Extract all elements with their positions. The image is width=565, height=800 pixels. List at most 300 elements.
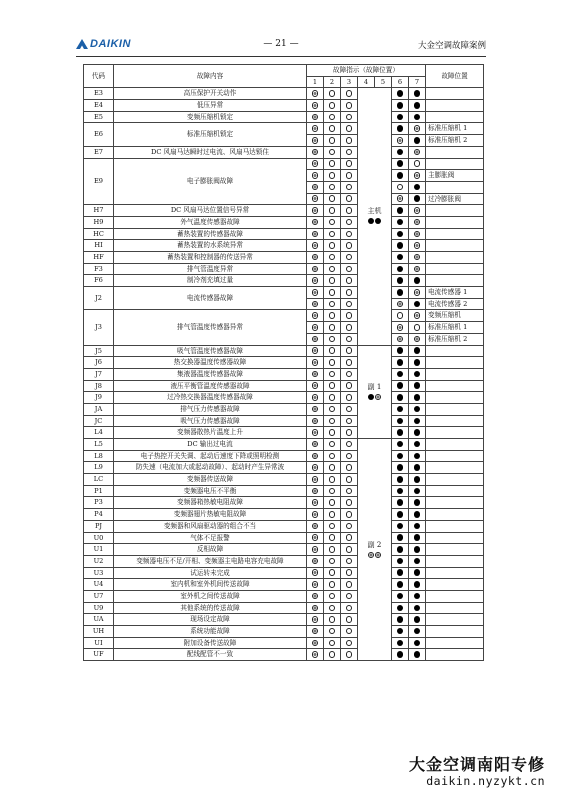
lamp-cell-1 xyxy=(307,637,324,649)
lamp-cell-2 xyxy=(324,439,341,451)
lamp-2-indicator xyxy=(329,90,336,97)
fault-code: L8 xyxy=(84,450,114,462)
lamp-7-indicator xyxy=(414,558,421,565)
lamp-3-indicator xyxy=(346,160,353,167)
lamp-7-indicator xyxy=(414,476,421,483)
lamp-cell-3 xyxy=(341,520,358,532)
lamp-cell-2 xyxy=(324,403,341,415)
lamp-3-indicator xyxy=(346,581,353,588)
fault-code: E4 xyxy=(84,100,114,112)
lamp-3-indicator xyxy=(346,301,353,308)
fault-description: 变频器电压不足/开相、变频器主电路电容充电故障 xyxy=(114,555,307,567)
table-row xyxy=(84,392,484,404)
lamp-number-5: 5 xyxy=(375,76,392,88)
lamp-1-indicator xyxy=(312,523,319,530)
lamp-cell-1 xyxy=(307,462,324,474)
lamp-1-indicator xyxy=(312,464,319,471)
lamp-cell-3 xyxy=(341,544,358,556)
lamp-cell-7 xyxy=(409,228,426,240)
lamp-cell-2 xyxy=(324,462,341,474)
lamp-2-indicator xyxy=(329,418,336,425)
lamp-1-indicator xyxy=(312,137,319,144)
lamp-cell-6 xyxy=(392,287,409,299)
lamp-3-indicator xyxy=(346,651,353,658)
lamp-cell-1 xyxy=(307,567,324,579)
lamp-cell-2 xyxy=(324,532,341,544)
fault-code: U7 xyxy=(84,590,114,602)
lamp-cell-1 xyxy=(307,602,324,614)
lamp-cell-1 xyxy=(307,146,324,158)
lamp-cell-2 xyxy=(324,357,341,369)
fault-code: U1 xyxy=(84,544,114,556)
lamp-cell-2 xyxy=(324,427,341,439)
lamp-3-indicator xyxy=(346,593,353,600)
table-row xyxy=(84,532,484,544)
lamp-6-indicator xyxy=(397,429,404,436)
lamp-cell-6 xyxy=(392,520,409,532)
lamp-1-indicator xyxy=(312,511,319,518)
lamp-2-indicator xyxy=(329,149,336,156)
fault-table-body xyxy=(84,88,484,661)
fault-code: HC xyxy=(84,228,114,240)
lamp-6-indicator xyxy=(397,651,404,658)
fault-code: L4 xyxy=(84,427,114,439)
lamp-cell-7 xyxy=(409,590,426,602)
lamp-cell-6 xyxy=(392,590,409,602)
table-row xyxy=(84,403,484,415)
fault-location xyxy=(426,614,484,626)
lamp-cell-7 xyxy=(409,474,426,486)
lamp-7-indicator xyxy=(414,605,421,612)
lamp-cell-7 xyxy=(409,357,426,369)
fault-location xyxy=(426,357,484,369)
fault-description: 附加设备传送故障 xyxy=(114,637,307,649)
lamp-cell-3 xyxy=(341,368,358,380)
lamp-cell-3 xyxy=(341,509,358,521)
lamp-cell-7 xyxy=(409,380,426,392)
lamp-cell-7 xyxy=(409,287,426,299)
lamp-1-indicator xyxy=(312,160,319,167)
lamp-cell-3 xyxy=(341,345,358,357)
lamp-cell-7 xyxy=(409,333,426,345)
lamp-cell-7 xyxy=(409,579,426,591)
fault-code: HI xyxy=(84,240,114,252)
lamp-cell-2 xyxy=(324,544,341,556)
fault-location xyxy=(426,497,484,509)
fault-description: 变频器散热片温度上升 xyxy=(114,427,307,439)
unit-lamp-4-indicator xyxy=(368,218,374,224)
lamp-1-indicator xyxy=(312,569,319,576)
table-row xyxy=(84,544,484,556)
lamp-7-indicator xyxy=(414,616,421,623)
lamp-3-indicator xyxy=(346,534,353,541)
lamp-7-indicator xyxy=(414,184,421,191)
lamp-cell-1 xyxy=(307,240,324,252)
lamp-cell-6 xyxy=(392,310,409,322)
lamp-cell-7 xyxy=(409,263,426,275)
lamp-cell-1 xyxy=(307,216,324,228)
fault-location xyxy=(426,626,484,638)
fault-location: 过冷膨胀阀 xyxy=(426,193,484,205)
fault-location xyxy=(426,602,484,614)
lamp-1-indicator xyxy=(312,546,319,553)
lamp-cell-3 xyxy=(341,579,358,591)
lamp-3-indicator xyxy=(346,324,353,331)
lamp-1-indicator xyxy=(312,266,319,273)
lamp-7-indicator xyxy=(414,90,421,97)
lamp-cell-7 xyxy=(409,427,426,439)
lamp-cell-7 xyxy=(409,649,426,661)
fault-code: J5 xyxy=(84,345,114,357)
lamp-cell-1 xyxy=(307,322,324,334)
lamp-cell-2 xyxy=(324,100,341,112)
lamp-2-indicator xyxy=(329,406,336,413)
fault-code: JC xyxy=(84,415,114,427)
lamp-2-indicator xyxy=(329,394,336,401)
lamp-2-indicator xyxy=(329,464,336,471)
lamp-cell-2 xyxy=(324,322,341,334)
lamp-cell-2 xyxy=(324,170,341,182)
lamp-7-indicator xyxy=(414,453,421,460)
lamp-cell-7 xyxy=(409,240,426,252)
lamp-cell-1 xyxy=(307,380,324,392)
fault-location xyxy=(426,345,484,357)
lamp-cell-3 xyxy=(341,111,358,123)
fault-location xyxy=(426,181,484,193)
lamp-cell-6 xyxy=(392,322,409,334)
lamp-3-indicator xyxy=(346,172,353,179)
lamp-2-indicator xyxy=(329,523,336,530)
lamp-cell-3 xyxy=(341,322,358,334)
lamp-cell-1 xyxy=(307,403,324,415)
lamp-cell-6 xyxy=(392,181,409,193)
fault-location xyxy=(426,275,484,287)
lamp-2-indicator xyxy=(329,219,336,226)
lamp-cell-3 xyxy=(341,450,358,462)
fault-location xyxy=(426,392,484,404)
lamp-cell-2 xyxy=(324,579,341,591)
lamp-1-indicator xyxy=(312,605,319,612)
table-row xyxy=(84,357,484,369)
lamp-cell-1 xyxy=(307,263,324,275)
lamp-6-indicator xyxy=(397,593,404,600)
lamp-cell-1 xyxy=(307,100,324,112)
lamp-cell-6 xyxy=(392,88,409,100)
footer-title: 大金空调南阳专修 xyxy=(408,755,545,774)
fault-description: 电流传感器故障 xyxy=(114,287,307,310)
lamp-cell-3 xyxy=(341,193,358,205)
lamp-cell-2 xyxy=(324,567,341,579)
lamp-3-indicator xyxy=(346,359,353,366)
lamp-cell-6 xyxy=(392,614,409,626)
lamp-3-indicator xyxy=(346,453,353,460)
lamp-cell-2 xyxy=(324,626,341,638)
lamp-cell-3 xyxy=(341,439,358,451)
lamp-cell-1 xyxy=(307,532,324,544)
lamp-7-indicator xyxy=(414,511,421,518)
lamp-cell-6 xyxy=(392,333,409,345)
lamp-cell-7 xyxy=(409,602,426,614)
fault-code: JA xyxy=(84,403,114,415)
lamp-cell-2 xyxy=(324,368,341,380)
lamp-7-indicator xyxy=(414,394,421,401)
fault-description: DC 输出过电流 xyxy=(114,439,307,451)
lamp-6-indicator xyxy=(397,114,404,121)
fault-code: J9 xyxy=(84,392,114,404)
fault-code: E9 xyxy=(84,158,114,205)
unit-lamp-4-indicator xyxy=(368,552,374,558)
lamp-6-indicator xyxy=(397,301,404,308)
lamp-cell-6 xyxy=(392,427,409,439)
fault-location xyxy=(426,380,484,392)
lamp-7-indicator xyxy=(414,406,421,413)
lamp-3-indicator xyxy=(346,628,353,635)
lamp-cell-1 xyxy=(307,298,324,310)
lamp-cell-7 xyxy=(409,462,426,474)
lamp-cell-7 xyxy=(409,111,426,123)
lamp-cell-2 xyxy=(324,135,341,147)
fault-location xyxy=(426,146,484,158)
brand-name: DAIKIN xyxy=(90,38,131,50)
lamp-3-indicator xyxy=(346,231,353,238)
lamp-3-indicator xyxy=(346,184,353,191)
fault-code: E5 xyxy=(84,111,114,123)
fault-description: 变频压缩机锁定 xyxy=(114,111,307,123)
lamp-3-indicator xyxy=(346,394,353,401)
fault-code: J8 xyxy=(84,380,114,392)
lamp-1-indicator xyxy=(312,406,319,413)
lamp-cell-3 xyxy=(341,462,358,474)
fault-location xyxy=(426,520,484,532)
lamp-cell-3 xyxy=(341,228,358,240)
lamp-cell-2 xyxy=(324,602,341,614)
lamp-cell-2 xyxy=(324,123,341,135)
lamp-6-indicator xyxy=(397,488,404,495)
lamp-cell-3 xyxy=(341,555,358,567)
fault-description: 室内机和室外机间传送故障 xyxy=(114,579,307,591)
lamp-cell-1 xyxy=(307,135,324,147)
table-row xyxy=(84,567,484,579)
table-row xyxy=(84,474,484,486)
fault-location xyxy=(426,252,484,264)
lamp-cell-7 xyxy=(409,135,426,147)
fault-description: 配线配管不一致 xyxy=(114,649,307,661)
fault-location xyxy=(426,88,484,100)
lamp-3-indicator xyxy=(346,640,353,647)
lamp-cell-3 xyxy=(341,427,358,439)
lamp-3-indicator xyxy=(346,558,353,565)
lamp-1-indicator xyxy=(312,628,319,635)
lamp-6-indicator xyxy=(397,242,404,249)
fault-code-table xyxy=(83,64,484,661)
lamp-7-indicator xyxy=(414,464,421,471)
fault-code: HF xyxy=(84,252,114,264)
table-row xyxy=(84,485,484,497)
lamp-cell-6 xyxy=(392,392,409,404)
lamp-6-indicator xyxy=(397,394,404,401)
lamp-cell-2 xyxy=(324,333,341,345)
lamp-6-indicator xyxy=(397,605,404,612)
lamp-cell-7 xyxy=(409,123,426,135)
fault-description: 排气管温度传感器异常 xyxy=(114,310,307,345)
fault-code: H9 xyxy=(84,216,114,228)
lamp-cell-3 xyxy=(341,100,358,112)
page-number: — 21 — xyxy=(263,39,299,49)
lamp-3-indicator xyxy=(346,312,353,319)
lamp-cell-6 xyxy=(392,579,409,591)
lamp-cell-6 xyxy=(392,170,409,182)
lamp-cell-6 xyxy=(392,626,409,638)
table-row xyxy=(84,205,484,217)
lamp-3-indicator xyxy=(346,289,353,296)
lamp-6-indicator xyxy=(397,149,404,156)
fault-code: UF xyxy=(84,649,114,661)
lamp-7-indicator xyxy=(414,137,421,144)
lamp-7-indicator xyxy=(414,231,421,238)
lamp-7-indicator xyxy=(414,371,421,378)
fault-code: E7 xyxy=(84,146,114,158)
lamp-3-indicator xyxy=(346,90,353,97)
lamp-2-indicator xyxy=(329,184,336,191)
fault-location xyxy=(426,532,484,544)
table-row xyxy=(84,555,484,567)
unit-group-lamps xyxy=(368,552,381,558)
fault-location xyxy=(426,579,484,591)
unit-group-label: 副 2 xyxy=(367,540,382,549)
lamp-cell-3 xyxy=(341,403,358,415)
fault-description: 变频器翅片热敏电阻故障 xyxy=(114,509,307,521)
lamp-cell-6 xyxy=(392,567,409,579)
lamp-2-indicator xyxy=(329,324,336,331)
fault-code: UA xyxy=(84,614,114,626)
lamp-2-indicator xyxy=(329,301,336,308)
fault-description: DC 风扇马达位置信号异常 xyxy=(114,205,307,217)
fault-location: 标准压缩机 2 xyxy=(426,135,484,147)
fault-code: J2 xyxy=(84,287,114,310)
lamp-3-indicator xyxy=(346,605,353,612)
lamp-1-indicator xyxy=(312,289,319,296)
fault-location xyxy=(426,415,484,427)
lamp-7-indicator xyxy=(414,195,421,202)
lamp-cell-1 xyxy=(307,205,324,217)
lamp-6-indicator xyxy=(397,172,404,179)
lamp-cell-3 xyxy=(341,298,358,310)
table-row xyxy=(84,415,484,427)
lamp-cell-7 xyxy=(409,88,426,100)
fault-description: 变频器箱热敏电阻故障 xyxy=(114,497,307,509)
lamp-2-indicator xyxy=(329,266,336,273)
lamp-6-indicator xyxy=(397,289,404,296)
lamp-cell-2 xyxy=(324,240,341,252)
header-code: 代码 xyxy=(84,65,114,88)
fault-description: 气体不足报警 xyxy=(114,532,307,544)
lamp-1-indicator xyxy=(312,172,319,179)
lamp-6-indicator xyxy=(397,523,404,530)
lamp-cell-6 xyxy=(392,205,409,217)
lamp-cell-6 xyxy=(392,216,409,228)
lamp-cell-7 xyxy=(409,275,426,287)
lamp-2-indicator xyxy=(329,172,336,179)
lamp-cell-2 xyxy=(324,614,341,626)
fault-description: 电子膨胀阀故障 xyxy=(114,158,307,205)
lamp-cell-3 xyxy=(341,287,358,299)
fault-location xyxy=(426,450,484,462)
lamp-cell-6 xyxy=(392,228,409,240)
lamp-cell-7 xyxy=(409,322,426,334)
table-row xyxy=(84,579,484,591)
lamp-cell-1 xyxy=(307,579,324,591)
lamp-cell-7 xyxy=(409,614,426,626)
lamp-6-indicator xyxy=(397,546,404,553)
lamp-cell-3 xyxy=(341,333,358,345)
lamp-2-indicator xyxy=(329,137,336,144)
lamp-7-indicator xyxy=(414,125,421,132)
lamp-cell-6 xyxy=(392,345,409,357)
fault-code: P1 xyxy=(84,485,114,497)
lamp-cell-3 xyxy=(341,146,358,158)
lamp-cell-6 xyxy=(392,474,409,486)
lamp-cell-2 xyxy=(324,263,341,275)
lamp-cell-6 xyxy=(392,100,409,112)
lamp-cell-3 xyxy=(341,170,358,182)
fault-location: 电流传感器 1 xyxy=(426,287,484,299)
table-row xyxy=(84,240,484,252)
lamp-1-indicator xyxy=(312,476,319,483)
lamp-cell-7 xyxy=(409,544,426,556)
lamp-number-1: 1 xyxy=(307,76,324,88)
unit-group-label: 主机 xyxy=(367,207,382,216)
lamp-6-indicator xyxy=(397,464,404,471)
lamp-cell-3 xyxy=(341,532,358,544)
lamp-cell-6 xyxy=(392,193,409,205)
table-row xyxy=(84,111,484,123)
fault-description: 吸气管温度传感器故障 xyxy=(114,345,307,357)
lamp-3-indicator xyxy=(346,277,353,284)
fault-description: 防失速（电流加大或起动故障）、起动时产生异常波 xyxy=(114,462,307,474)
lamp-cell-7 xyxy=(409,403,426,415)
fault-location xyxy=(426,403,484,415)
fault-location: 标准压缩机 2 xyxy=(426,333,484,345)
unit-lamp-5-indicator xyxy=(375,552,381,558)
lamp-6-indicator xyxy=(397,184,404,191)
lamp-1-indicator xyxy=(312,418,319,425)
lamp-2-indicator xyxy=(329,616,336,623)
lamp-cell-3 xyxy=(341,474,358,486)
fault-location xyxy=(426,544,484,556)
fault-location xyxy=(426,263,484,275)
fault-code: U4 xyxy=(84,579,114,591)
table-row xyxy=(84,626,484,638)
lamp-cell-7 xyxy=(409,310,426,322)
lamp-7-indicator xyxy=(414,581,421,588)
lamp-7-indicator xyxy=(414,312,421,319)
lamp-2-indicator xyxy=(329,347,336,354)
lamp-6-indicator xyxy=(397,406,404,413)
fault-description: 液压平衡管温度传感器故障 xyxy=(114,380,307,392)
lamp-cell-1 xyxy=(307,427,324,439)
lamp-6-indicator xyxy=(397,371,404,378)
lamp-cell-3 xyxy=(341,602,358,614)
fault-location xyxy=(426,427,484,439)
table-row xyxy=(84,520,484,532)
lamp-cell-1 xyxy=(307,333,324,345)
lamp-cell-2 xyxy=(324,509,341,521)
lamp-6-indicator xyxy=(397,90,404,97)
lamp-1-indicator xyxy=(312,149,319,156)
fault-code: UI xyxy=(84,637,114,649)
lamp-cell-1 xyxy=(307,649,324,661)
lamp-1-indicator xyxy=(312,640,319,647)
